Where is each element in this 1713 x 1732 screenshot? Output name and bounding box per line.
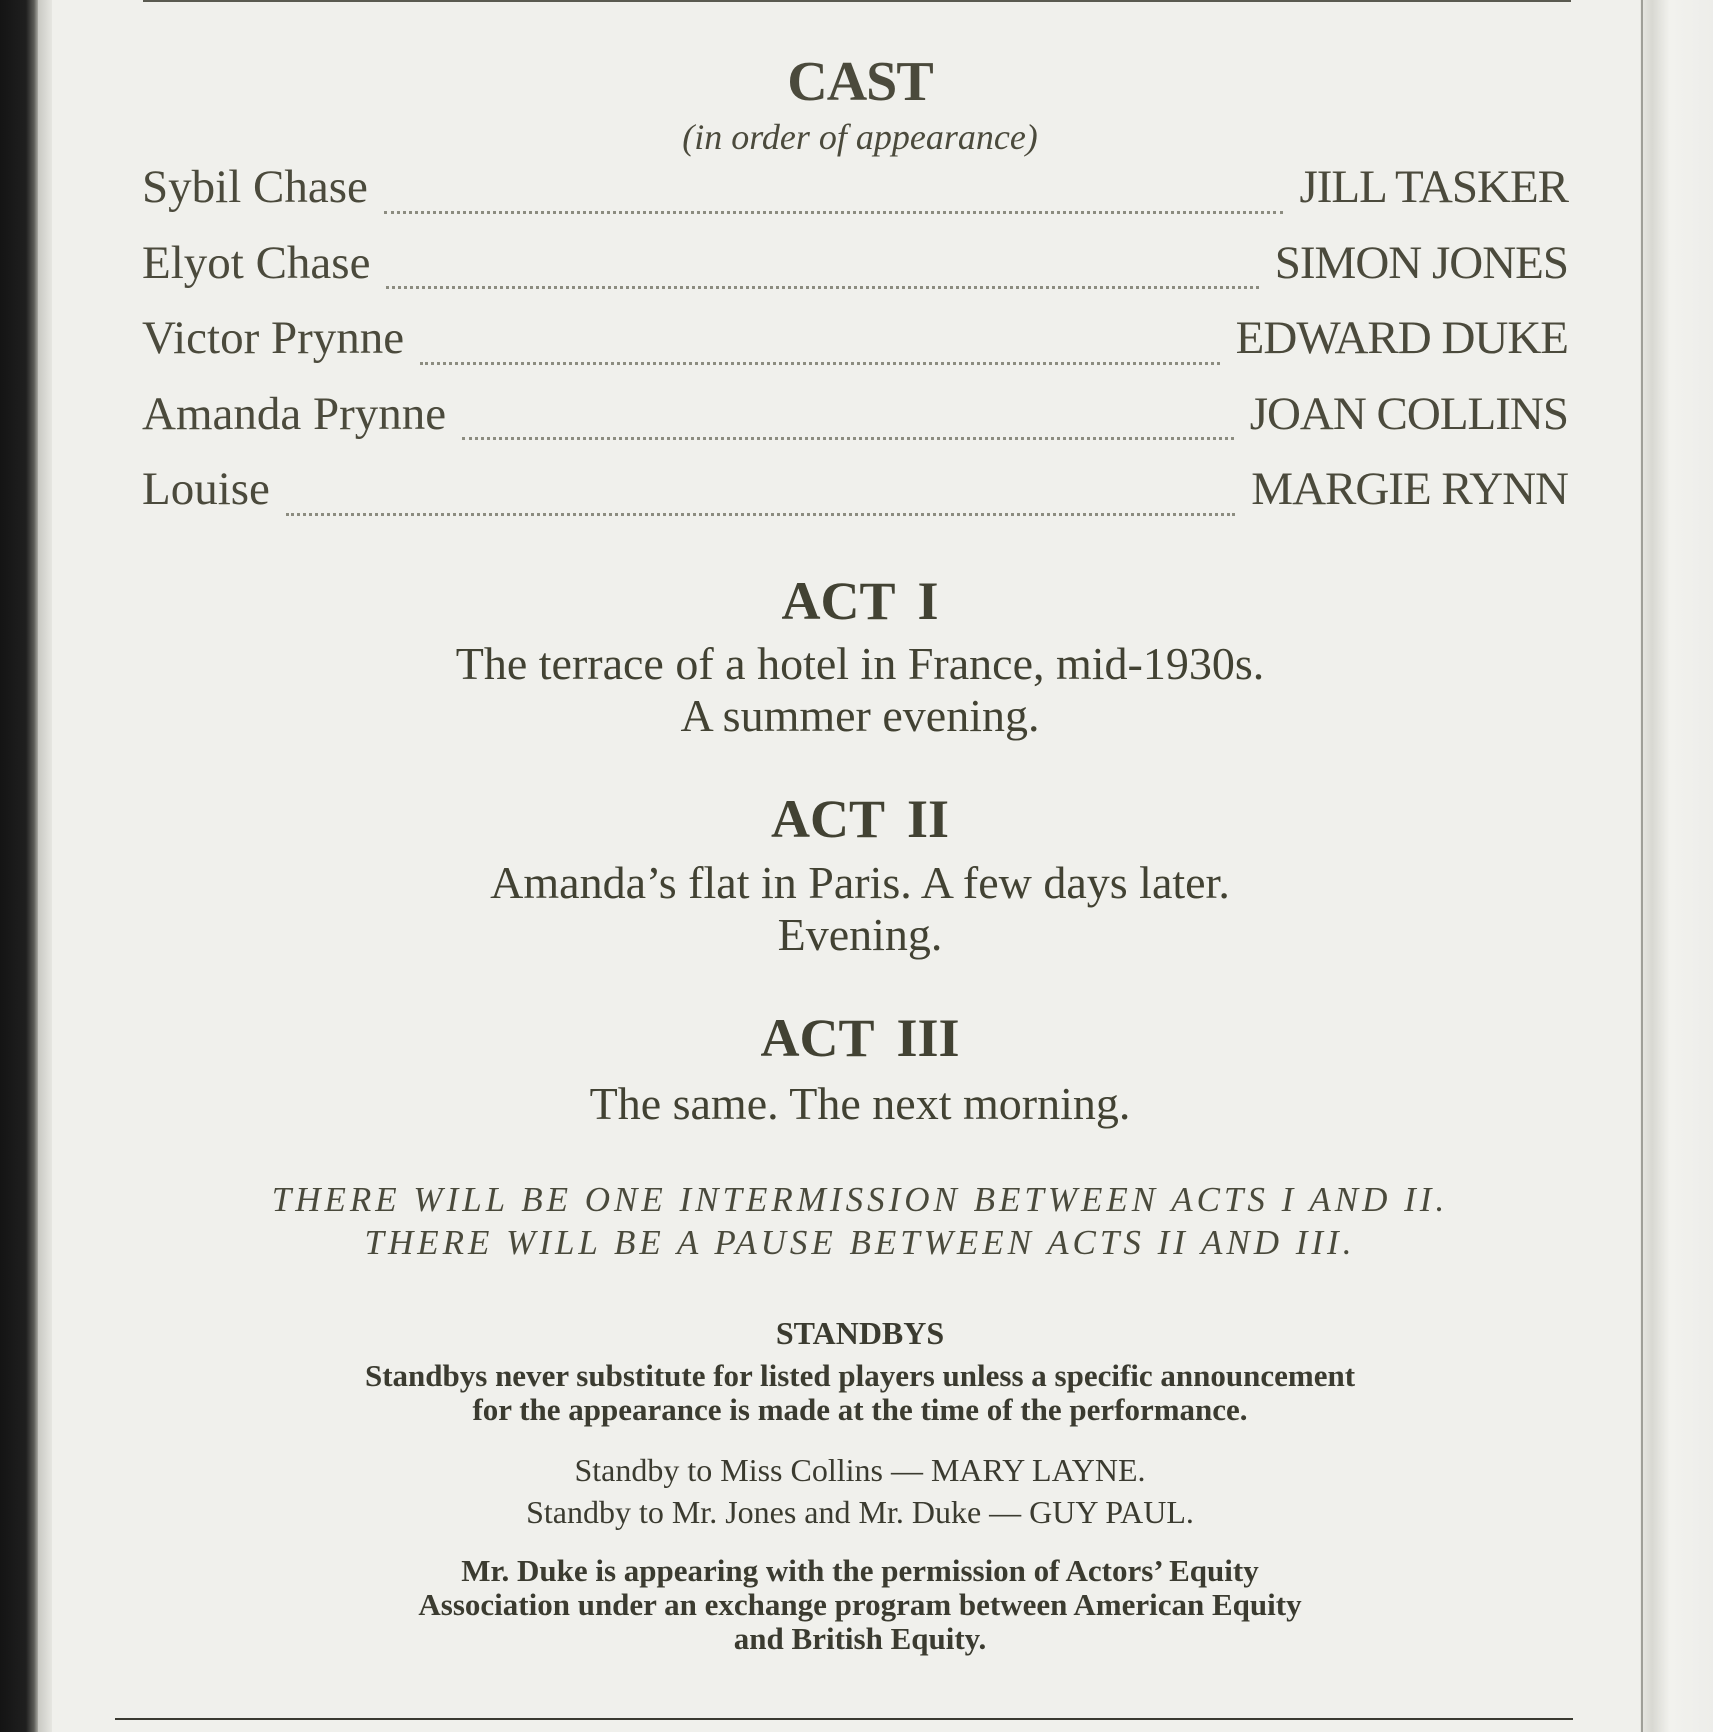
standbys-note-line: for the appearance is made at the time of the performance. — [472, 1392, 1248, 1427]
role-name: Amanda Prynne — [142, 387, 447, 440]
actor-name: MARGIE RYNN — [1251, 463, 1568, 515]
bottom-rule — [115, 1718, 1573, 1720]
standby-entry: Standby to Mr. Jones and Mr. Duke — GUY PAUL. — [526, 1494, 1194, 1530]
dot-leader — [286, 512, 1235, 516]
act-1-heading — [110, 570, 1610, 632]
page-right-edge — [1640, 0, 1713, 1732]
cast-row — [142, 311, 1568, 387]
equity-note-line: Association under an exchange program between American Equity — [418, 1587, 1302, 1622]
page-left-edge — [38, 0, 52, 1732]
dot-leader — [384, 210, 1284, 214]
role-name: Sybil Chase — [142, 161, 368, 213]
act-label: ACT — [781, 571, 896, 631]
act-line: A summer evening. — [680, 690, 1040, 741]
actor-name: JILL TASKER — [1299, 161, 1568, 213]
standby-entries — [110, 1449, 1610, 1533]
act-numeral: I — [917, 571, 939, 631]
page-fold-line — [1641, 0, 1643, 1732]
actor-name: EDWARD DUKE — [1235, 312, 1568, 364]
standbys-note-line: Standbys never substitute for listed players unless a specific announcement — [364, 1358, 1356, 1393]
role-name: Victor Prynne — [142, 312, 405, 364]
equity-note-line: Mr. Duke is appearing with the permission of Actors’ Equity — [461, 1553, 1259, 1588]
actor-name: JOAN COLLINS — [1249, 387, 1568, 440]
standbys-heading: STANDBYS — [775, 1315, 945, 1351]
act-3-heading — [110, 1007, 1610, 1069]
role-name: Elyot Chase — [142, 236, 371, 289]
act-line: The terrace of a hotel in France, mid-1930s. — [455, 638, 1265, 689]
act-line: Evening. — [777, 909, 943, 960]
intermission-notice — [110, 1178, 1610, 1264]
cast-row — [142, 462, 1568, 538]
act-numeral: II — [906, 789, 950, 849]
act-3-description — [110, 1078, 1610, 1130]
cast-row — [142, 236, 1568, 312]
actor-name: SIMON JONES — [1274, 236, 1568, 289]
act-line: The same. The next morning. — [589, 1078, 1131, 1129]
cast-subheading: (in order of appearance) — [682, 117, 1038, 157]
equity-note-line: and British Equity. — [733, 1621, 987, 1656]
cast-row — [142, 387, 1568, 463]
act-2-heading — [110, 788, 1610, 850]
equity-note — [110, 1554, 1610, 1656]
act-label: ACT — [760, 1008, 875, 1068]
top-rule — [143, 0, 1571, 2]
act-2-description — [110, 857, 1610, 961]
dot-leader — [386, 285, 1258, 289]
cast-heading: CAST — [787, 51, 933, 113]
cast-row — [142, 160, 1568, 236]
role-name: Louise — [142, 463, 270, 515]
act-numeral: III — [896, 1008, 960, 1068]
act-1-description — [110, 638, 1610, 742]
intermission-line: THERE WILL BE ONE INTERMISSION BETWEEN ACTS I AND II. — [271, 1180, 1449, 1219]
act-line: Amanda’s flat in Paris. A few days later. — [490, 857, 1230, 908]
intermission-line: THERE WILL BE A PAUSE BETWEEN ACTS II AND III. — [364, 1223, 1356, 1262]
cast-list — [142, 160, 1568, 538]
standbys-note — [110, 1359, 1610, 1427]
dot-leader — [420, 361, 1220, 365]
act-label: ACT — [770, 789, 885, 849]
standby-entry: Standby to Miss Collins — MARY LAYNE. — [574, 1452, 1146, 1488]
binding-shadow — [0, 0, 38, 1732]
dot-leader — [462, 436, 1234, 440]
